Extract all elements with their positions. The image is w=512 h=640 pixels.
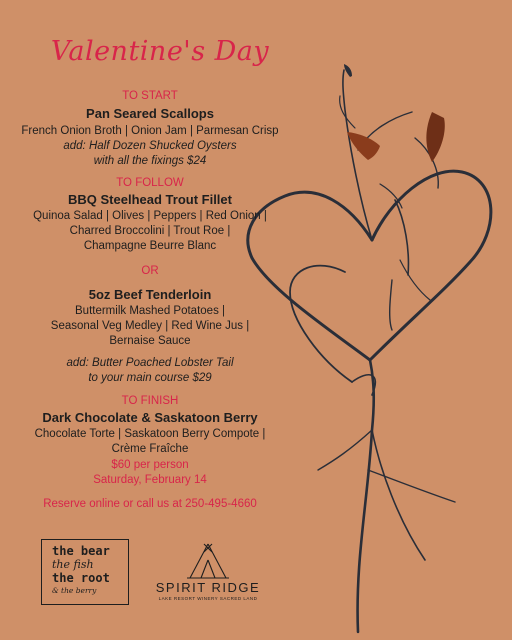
dish-scallops: Pan Seared Scallops bbox=[86, 106, 214, 121]
addon-line: add: Half Dozen Shucked Oysters bbox=[63, 140, 237, 152]
section-follow bbox=[0, 176, 300, 254]
dish-details: Bernaise Sauce bbox=[109, 335, 191, 347]
logo-line: the bear bbox=[52, 544, 110, 558]
dish-details: Quinoa Salad | Olives | Peppers | Red Onion | bbox=[33, 210, 267, 222]
dish-details: Buttermilk Mashed Potatoes | bbox=[75, 305, 225, 317]
section-heading-start: TO START bbox=[122, 90, 178, 102]
section-beef bbox=[0, 286, 300, 386]
reserve-text: Reserve online or call us at 250-495-4660 bbox=[43, 498, 257, 510]
logo-line: & the berry bbox=[52, 586, 97, 595]
dish-details: French Onion Broth | Onion Jam | Parmesan Crisp bbox=[21, 125, 279, 137]
spirit-ridge-tagline: LAKE RESORT WINERY SACRED LAND bbox=[158, 596, 258, 601]
logo-line: the fish bbox=[52, 558, 94, 571]
dish-beef: 5oz Beef Tenderloin bbox=[88, 287, 212, 302]
dish-details: Charred Broccolini | Trout Roe | bbox=[69, 225, 231, 237]
logo-line: the root bbox=[52, 571, 110, 585]
teepee-icon bbox=[186, 542, 230, 580]
addon-line: add: Butter Poached Lobster Tail bbox=[66, 357, 234, 369]
section-start bbox=[0, 89, 300, 169]
or-divider: OR bbox=[141, 265, 159, 277]
date-text: Saturday, February 14 bbox=[93, 474, 207, 486]
dish-trout: BBQ Steelhead Trout Fillet bbox=[68, 192, 232, 207]
dish-dessert: Dark Chocolate & Saskatoon Berry bbox=[42, 410, 258, 425]
dish-details: Chocolate Torte | Saskatoon Berry Compote | bbox=[34, 428, 266, 440]
the-bear-logo bbox=[41, 539, 129, 605]
page-title: Valentine's Day bbox=[50, 36, 270, 67]
section-heading-finish: TO FINISH bbox=[121, 395, 179, 407]
dish-details: Seasonal Veg Medley | Red Wine Jus | bbox=[50, 320, 250, 332]
section-heading-follow: TO FOLLOW bbox=[116, 177, 184, 189]
addon-line: with all the fixings $24 bbox=[93, 155, 207, 167]
section-finish bbox=[0, 394, 300, 512]
spirit-ridge-name: SPIRIT RIDGE bbox=[155, 580, 261, 595]
addon-line: to your main course $29 bbox=[88, 372, 212, 384]
price-text: $60 per person bbox=[111, 459, 189, 471]
dish-details: Champagne Beurre Blanc bbox=[83, 240, 217, 252]
dish-details: Crème Fraîche bbox=[111, 443, 189, 455]
